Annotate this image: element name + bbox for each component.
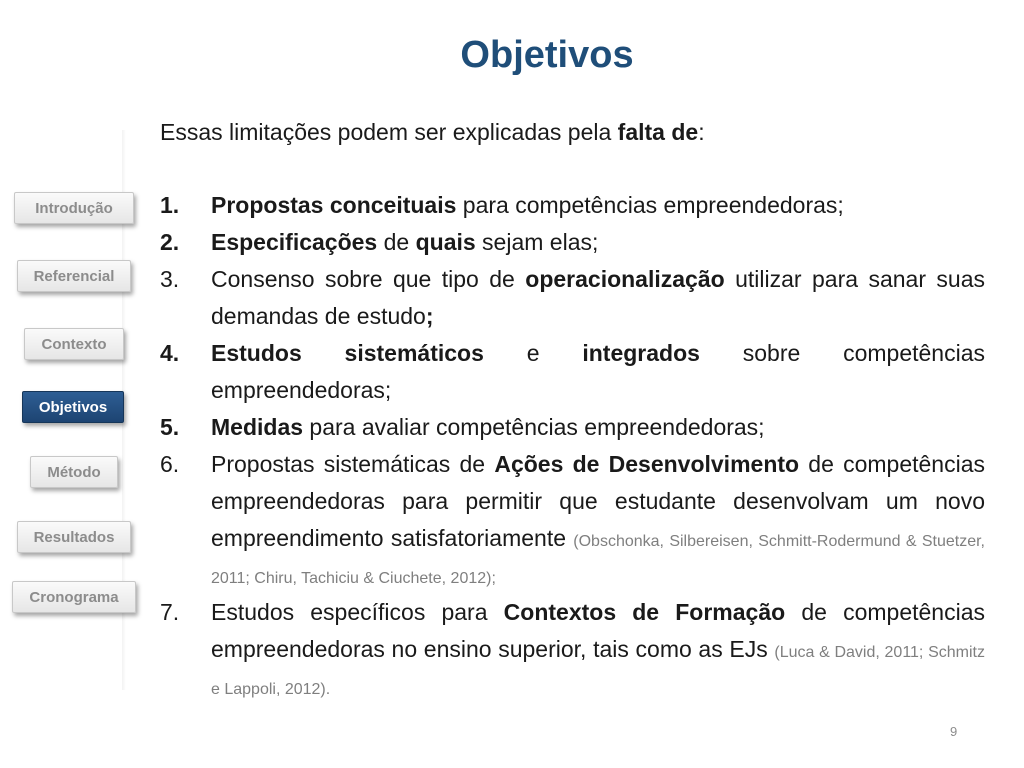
- body-text: de competências empreendedoras para permitir que estudante desenvolvam um novo empreendimento satisfatoriamente: [211, 451, 985, 551]
- list-item-number: 3.: [160, 266, 180, 292]
- list-item: [160, 187, 985, 224]
- nav-button-metodo[interactable]: Método: [30, 456, 118, 488]
- list-item: [160, 594, 985, 705]
- nav-button-introducao[interactable]: Introdução: [14, 192, 134, 224]
- list-item: [160, 446, 985, 594]
- list-item: [160, 224, 985, 261]
- list-item: [160, 409, 985, 446]
- list-item: [160, 261, 985, 335]
- list-item: [160, 335, 985, 409]
- body-text: para competências empreendedoras;: [456, 192, 844, 218]
- nav-button-cronograma[interactable]: Cronograma: [12, 581, 136, 613]
- body-text: de competências empreendedoras no ensino superior, tais como as EJs: [211, 599, 985, 662]
- nav-button-referencial[interactable]: Referencial: [17, 260, 131, 292]
- nav-button-contexto[interactable]: Contexto: [24, 328, 124, 360]
- citation: (Luca & David, 2011; Schmitz e Lappoli, 2012).: [211, 644, 985, 698]
- body-text: de: [377, 229, 416, 255]
- body-text: e: [483, 340, 583, 366]
- list-item-number: 1.: [160, 192, 180, 218]
- list-item-number: 5.: [160, 414, 180, 440]
- list-item-number: 2.: [160, 229, 180, 255]
- page-number: 9: [950, 724, 958, 739]
- nav-button-objetivos[interactable]: Objetivos: [22, 391, 124, 423]
- emphasis-text: operacionalização: [525, 266, 725, 292]
- body-text: sobre competências empreendedoras;: [211, 340, 986, 403]
- emphasis-text: Especificações: [211, 229, 378, 255]
- body-text: para avaliar competências empreendedoras;: [303, 414, 765, 440]
- body-text: utilizar para sanar suas demandas de estudo: [211, 266, 985, 329]
- slide-body: [160, 114, 985, 705]
- slide-title: Objetivos: [460, 34, 634, 76]
- citation: (Obschonka, Silbereisen, Schmitt-Rodermund & Stuetzer, 2011; Chiru, Tachiciu & Ciuchete, 2012);: [211, 533, 985, 587]
- body-text: Propostas sistemáticas de: [211, 451, 495, 477]
- nav-button-resultados[interactable]: Resultados: [17, 521, 131, 553]
- body-text: sejam elas;: [475, 229, 599, 255]
- objectives-list: [160, 187, 985, 705]
- emphasis-text: Contextos de Formação: [503, 599, 786, 625]
- intro-text: Essas limitações podem ser explicadas pela falta de:: [160, 119, 705, 145]
- emphasis-text: quais: [415, 229, 476, 255]
- emphasis-text: Estudos sistemáticos: [211, 340, 484, 366]
- emphasis-text: Medidas: [211, 414, 304, 440]
- list-item-number: 4.: [160, 340, 180, 366]
- body-text: Estudos específicos para: [211, 599, 504, 625]
- body-text: Consenso sobre que tipo de: [211, 266, 526, 292]
- emphasis-text: Ações de Desenvolvimento: [494, 451, 800, 477]
- emphasis-text: integrados: [582, 340, 700, 366]
- list-item-number: 6.: [160, 451, 180, 477]
- emphasis-text: Propostas conceituais: [211, 192, 457, 218]
- intro-emphasis: falta de: [617, 119, 699, 145]
- emphasis-text: ;: [425, 303, 434, 329]
- list-item-number: 7.: [160, 599, 180, 625]
